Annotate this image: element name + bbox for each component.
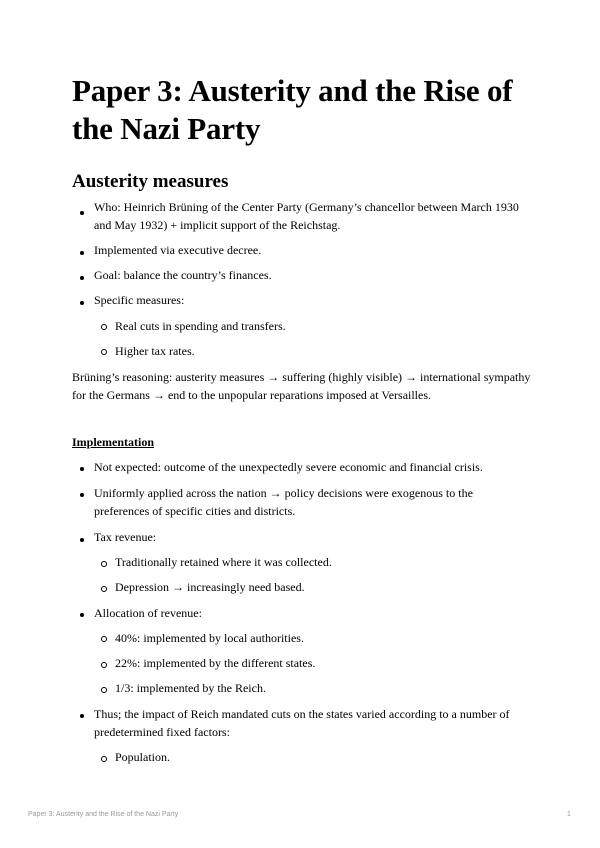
list-item: Thus; the impact of Reich mandated cuts on the states varied according to a number of predetermined fixed factors:: [94, 707, 510, 739]
sub-bullet-icon: [101, 324, 107, 330]
list-item: Not expected: outcome of the unexpectedly severe economic and financial crisis.: [94, 460, 483, 474]
bullet-icon: [80, 538, 84, 542]
page-title: Paper 3: Austerity and the Rise of the Nazi Party: [72, 73, 513, 146]
list-item: Higher tax rates.: [115, 344, 195, 358]
footer-page-number: 1: [567, 811, 571, 818]
list-item: Who: Heinrich Brüning of the Center Party (Germany’s chancellor between March 1930 and May 1932) + implicit support of the Reichstag.: [94, 200, 519, 232]
bullet-icon: [80, 251, 84, 255]
list-item: Specific measures:: [94, 293, 185, 307]
list-item: 1/3: implemented by the Reich.: [115, 681, 266, 695]
sub-bullet-icon: [101, 636, 107, 642]
list-item: Goal: balance the country’s finances.: [94, 268, 272, 282]
bullet-icon: [80, 714, 84, 718]
bullet-icon: [80, 301, 84, 305]
list-item: Implemented via executive decree.: [94, 243, 262, 257]
sub-bullet-icon: [101, 662, 107, 668]
bullet-icon: [80, 276, 84, 280]
list-item: Tax revenue:: [94, 530, 157, 544]
bullet-icon: [80, 211, 84, 215]
list-item: 22%: implemented by the different states.: [115, 656, 316, 670]
list-item: Traditionally retained where it was collected.: [115, 555, 332, 569]
list-item: Real cuts in spending and transfers.: [115, 319, 286, 333]
footer-title: Paper 3: Austerity and the Rise of the Nazi Party: [28, 811, 179, 818]
reasoning-paragraph: Brüning’s reasoning: austerity measures → suffering (highly visible) → international sympathy for the Germans → end to the unpopular reparations imposed at Versailles.: [72, 370, 531, 402]
sub-bullet-icon: [101, 349, 107, 355]
list-item: Allocation of revenue:: [94, 606, 202, 620]
sub-bullet-icon: [101, 586, 107, 592]
bullet-icon: [80, 467, 84, 471]
list-item: Population.: [115, 750, 171, 764]
sub-bullet-icon: [101, 687, 107, 693]
sub-bullet-icon: [101, 561, 107, 567]
bullet-icon: [80, 493, 84, 497]
section-heading-implementation: Implementation: [72, 435, 154, 449]
list-item: Uniformly applied across the nation → policy decisions were exogenous to the preferences of specific cities and districts.: [94, 486, 473, 518]
list-item: Depression → increasingly need based.: [115, 580, 305, 594]
bullet-icon: [80, 613, 84, 617]
list-item: 40%: implemented by local authorities.: [115, 631, 304, 645]
sub-bullet-icon: [101, 756, 107, 762]
section-heading-austerity: Austerity measures: [72, 171, 229, 192]
